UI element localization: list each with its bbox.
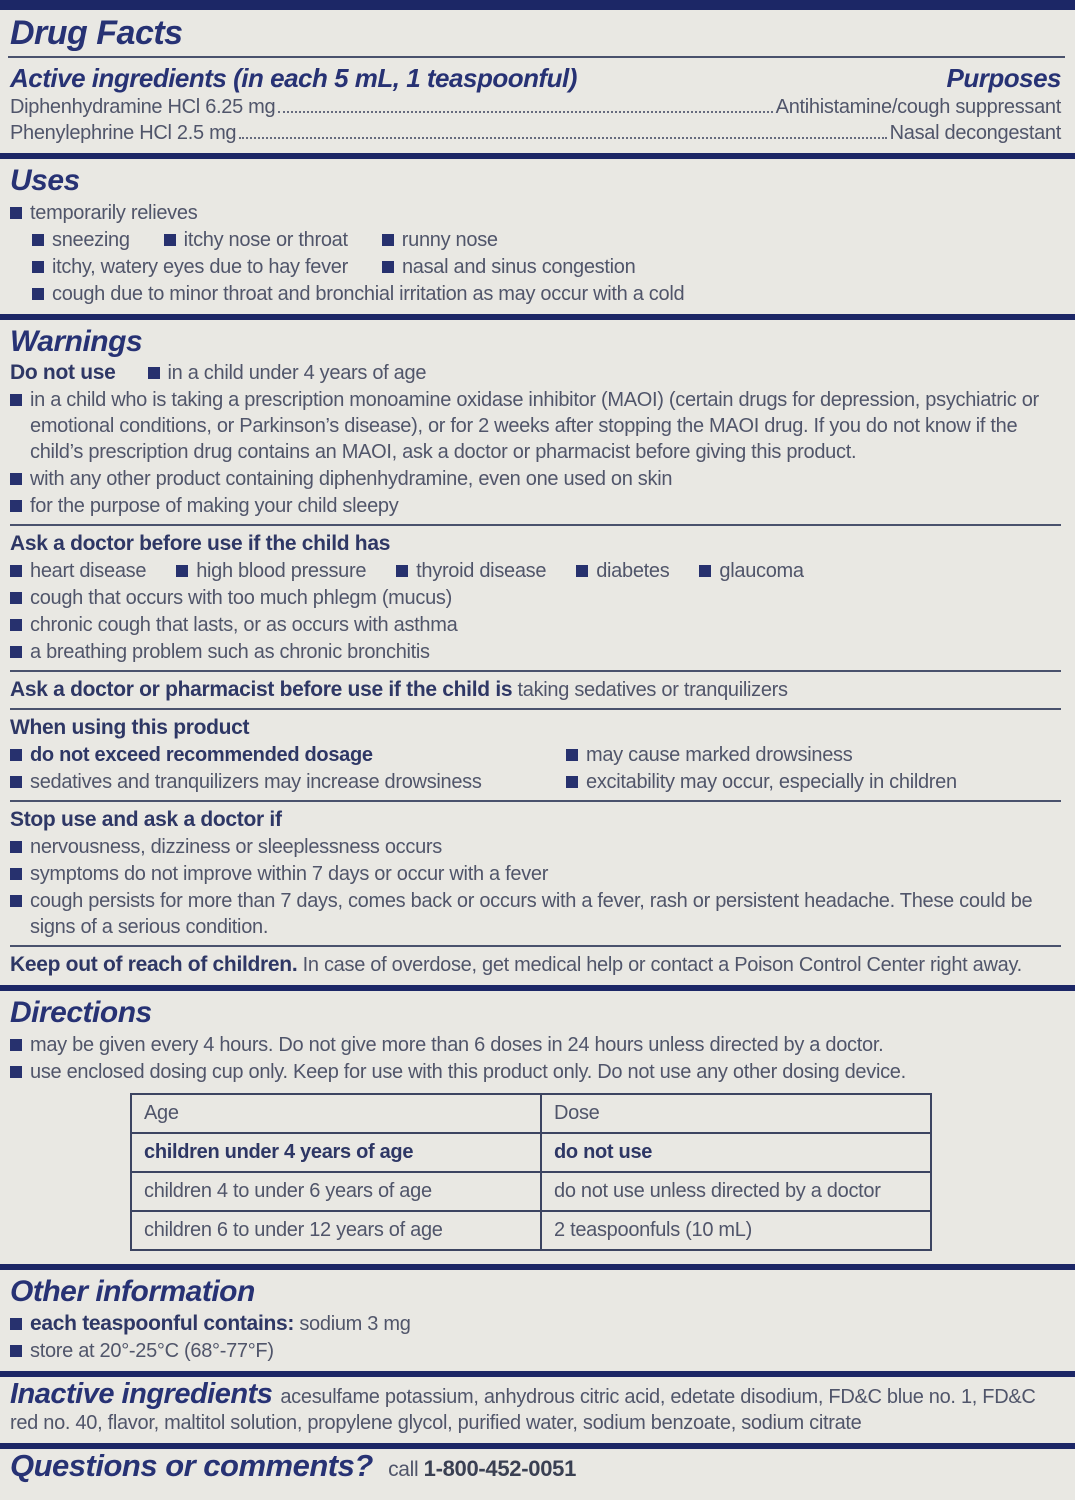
dosing-table-row [131,1211,931,1250]
label-top-border [0,0,1075,10]
bullet-square-icon [10,895,22,907]
subsection-divider [10,708,1061,710]
bullet-square-icon [148,367,160,379]
bullet-square-icon [10,749,22,761]
bullet-square-icon [10,207,22,219]
inactive-ingredients-heading: Inactive ingredients [10,1378,273,1410]
phone-number: 1-800-452-0051 [423,1456,577,1481]
bullet-square-icon [382,234,394,246]
uses-lead-bullet: temporarily relieves [10,200,1061,226]
when-using-heading: When using this product [10,716,250,739]
active-ingredient-row [10,94,1061,120]
other-info-bullet: each teaspoonful contains: sodium 3 mg [10,1311,1061,1337]
bullet-square-icon [10,394,22,406]
other-info-bullet: store at 20°-25°C (68°-77°F) [10,1338,1061,1364]
age-cell: children 4 to under 6 years of age [131,1172,541,1211]
ask-doctor-row-1: heart disease high blood pressure thyroid disease diabetes glaucoma [10,557,1061,584]
bullet-square-icon [176,565,188,577]
uses-row-1: sneezing itchy nose or throat runny nose [10,226,1061,253]
questions-section [0,1449,1075,1490]
questions-heading: Questions or comments? [10,1448,373,1483]
uses-row-3: cough due to minor throat and bronchial irritation as may occur with a cold [10,281,1061,307]
uses-heading: Uses [10,164,80,197]
inactive-ingredients-section [0,1377,1075,1443]
warning-bullet: for the purpose of making your child sleepy [10,493,1061,519]
dose-cell: do not use [541,1133,931,1172]
bullet-square-icon [164,234,176,246]
bullet-square-icon [10,1039,22,1051]
directions-bullet: use enclosed dosing cup only. Keep for use with this product only. Do not use any other dosing device. [10,1059,1061,1085]
warning-bullet: nervousness, dizziness or sleeplessness occurs [10,834,1061,860]
do-not-use-row: Do not use in a child under 4 years of age [10,361,427,384]
warning-bullet: a breathing problem such as chronic bronchitis [10,639,1061,665]
bullet-square-icon [10,1318,22,1330]
bullet-square-icon [566,776,578,788]
age-cell: children 6 to under 12 years of age [131,1211,541,1250]
ingredient-name: Diphenhydramine HCl 6.25 mg [10,96,276,118]
dosing-table-row [131,1172,931,1211]
when-using-row-2: sedatives and tranquilizers may increase drowsiness excitability may occur, especially in children [10,768,1061,795]
warnings-section [0,320,1075,985]
bullet-square-icon [32,288,44,300]
other-information-heading: Other information [10,1275,255,1308]
warning-bullet: cough persists for more than 7 days, comes back or occurs with a fever, rash or persistent headache. These could be signs of a serious condition. [10,888,1061,940]
subsection-divider [10,945,1061,947]
bullet-square-icon [10,646,22,658]
bullet-square-icon [10,565,22,577]
dotted-leader [278,111,772,113]
age-column-header: Age [131,1094,541,1133]
bullet-square-icon [10,473,22,485]
ingredient-purpose: Antihistamine/cough suppressant [775,96,1061,118]
bullet-square-icon [32,261,44,273]
ingredient-purpose: Nasal decongestant [889,122,1061,144]
uses-row-2: itchy, watery eyes due to hay fever nasal and sinus congestion [10,253,1061,280]
directions-heading: Directions [10,996,152,1029]
dose-cell: 2 teaspoonfuls (10 mL) [541,1211,931,1250]
bullet-square-icon [10,592,22,604]
directions-bullet: may be given every 4 hours. Do not give more than 6 doses in 24 hours unless directed by a doctor. [10,1032,1061,1058]
uses-section [0,159,1075,314]
bullet-square-icon [10,619,22,631]
dosing-table-row [131,1133,931,1172]
warning-bullet: in a child who is taking a prescription monoamine oxidase inhibitor (MAOI) (certain drugs for depression, psychiatric or emotional conditions, or Parkinson’s disease), or for 2 weeks after stopping the MAOI drug. If you do not know if the child’s prescription drug contains an MAOI, ask a doctor or pharmacist before giving this product. [10,387,1061,465]
warning-bullet: chronic cough that lasts, or as occurs with asthma [10,612,1061,638]
warnings-heading: Warnings [10,325,143,358]
warning-bullet: symptoms do not improve within 7 days or occur with a fever [10,861,1061,887]
age-cell: children under 4 years of age [131,1133,541,1172]
bullet-square-icon [10,500,22,512]
warning-bullet: with any other product containing diphenhydramine, even one used on skin [10,466,1061,492]
dose-cell: do not use unless directed by a doctor [541,1172,931,1211]
dosing-table [130,1093,932,1251]
other-information-section [0,1270,1075,1371]
active-ingredients-heading: Active ingredients (in each 5 mL, 1 teaspoonful) [10,63,577,93]
purposes-heading: Purposes [946,63,1061,93]
call-label: call [388,1458,419,1481]
when-using-row-1: do not exceed recommended dosage may cause marked drowsiness [10,741,1061,768]
do-not-use-label: Do not use [10,361,116,384]
dose-column-header: Dose [541,1094,931,1133]
bullet-square-icon [576,565,588,577]
bullet-square-icon [699,565,711,577]
bullet-square-icon [32,234,44,246]
active-ingredient-row [10,120,1061,146]
subsection-divider [10,524,1061,526]
page-title: Drug Facts [10,14,183,52]
bullet-square-icon [566,749,578,761]
stop-use-heading: Stop use and ask a doctor if [10,808,282,831]
bullet-square-icon [382,261,394,273]
ask-doctor-heading: Ask a doctor before use if the child has [10,532,391,555]
directions-section [0,991,1075,1264]
dotted-leader [239,137,886,139]
bullet-square-icon [10,1345,22,1357]
subsection-divider [10,800,1061,802]
drug-facts-header [0,10,1075,52]
keep-out-of-reach: Keep out of reach of children. In case of overdose, get medical help or contact a Poison Control Center right away. [10,953,1022,976]
bullet-square-icon [396,565,408,577]
ask-pharmacist-line: Ask a doctor or pharmacist before use if the child is taking sedatives or tranquilizers [10,678,788,701]
ingredient-name: Phenylephrine HCl 2.5 mg [10,122,237,144]
active-ingredients-section [0,58,1075,153]
warning-bullet: cough that occurs with too much phlegm (mucus) [10,585,1061,611]
bullet-square-icon [10,841,22,853]
bullet-square-icon [10,776,22,788]
dosing-table-header-row [131,1094,931,1133]
bullet-square-icon [10,868,22,880]
inactive-ingredients-paragraph: Inactive ingredients acesulfame potassium, anhydrous citric acid, edetate disodium, FD&C blue no. 1, FD&C red no. 40, flavor, maltitol solution, propylene glycol, purified water, sodium benzoate, sodium citrate [10,1378,1036,1434]
subsection-divider [10,670,1061,672]
bullet-square-icon [10,1066,22,1078]
